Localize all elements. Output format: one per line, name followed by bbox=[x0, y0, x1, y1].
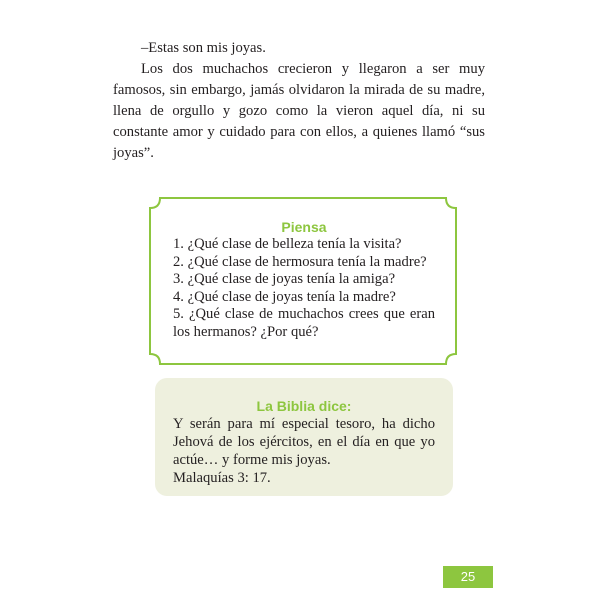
question-item: 4. ¿Qué clase de joyas tenía la madre? bbox=[173, 288, 396, 305]
story-paragraph: –Estas son mis joyas. bbox=[141, 40, 266, 56]
piensa-box bbox=[173, 218, 435, 341]
bible-title: La Biblia dice: bbox=[256, 398, 352, 414]
page-number: 25 bbox=[443, 566, 493, 588]
bible-verse: Y serán para mí especial tesoro, ha dicho Jehová de los ejércitos, en el día en que yo actúe… y forme mis joyas. bbox=[173, 416, 435, 468]
story-text bbox=[113, 38, 485, 164]
bible-box bbox=[173, 397, 435, 487]
question-item: 5. ¿Qué clase de muchachos crees que eran los hermanos? ¿Por qué? bbox=[173, 306, 435, 340]
piensa-title: Piensa bbox=[281, 219, 327, 235]
question-item: 2. ¿Qué clase de hermosura tenía la madre? bbox=[173, 253, 427, 270]
bible-reference: Malaquías 3: 17. bbox=[173, 470, 271, 486]
question-list bbox=[173, 236, 435, 341]
story-paragraph: Los dos muchachos crecieron y llegaron a ser muy famosos, sin embargo, jamás olvidaron la mirada de su madre, llena de orgullo y gozo como la vieron aquel día, ni su constante amor y cuidado para con ellos, a quienes llamó “sus joyas”. bbox=[113, 61, 485, 161]
question-item: 1. ¿Qué clase de belleza tenía la visita? bbox=[173, 236, 402, 252]
question-item: 3. ¿Qué clase de joyas tenía la amiga? bbox=[173, 271, 396, 287]
